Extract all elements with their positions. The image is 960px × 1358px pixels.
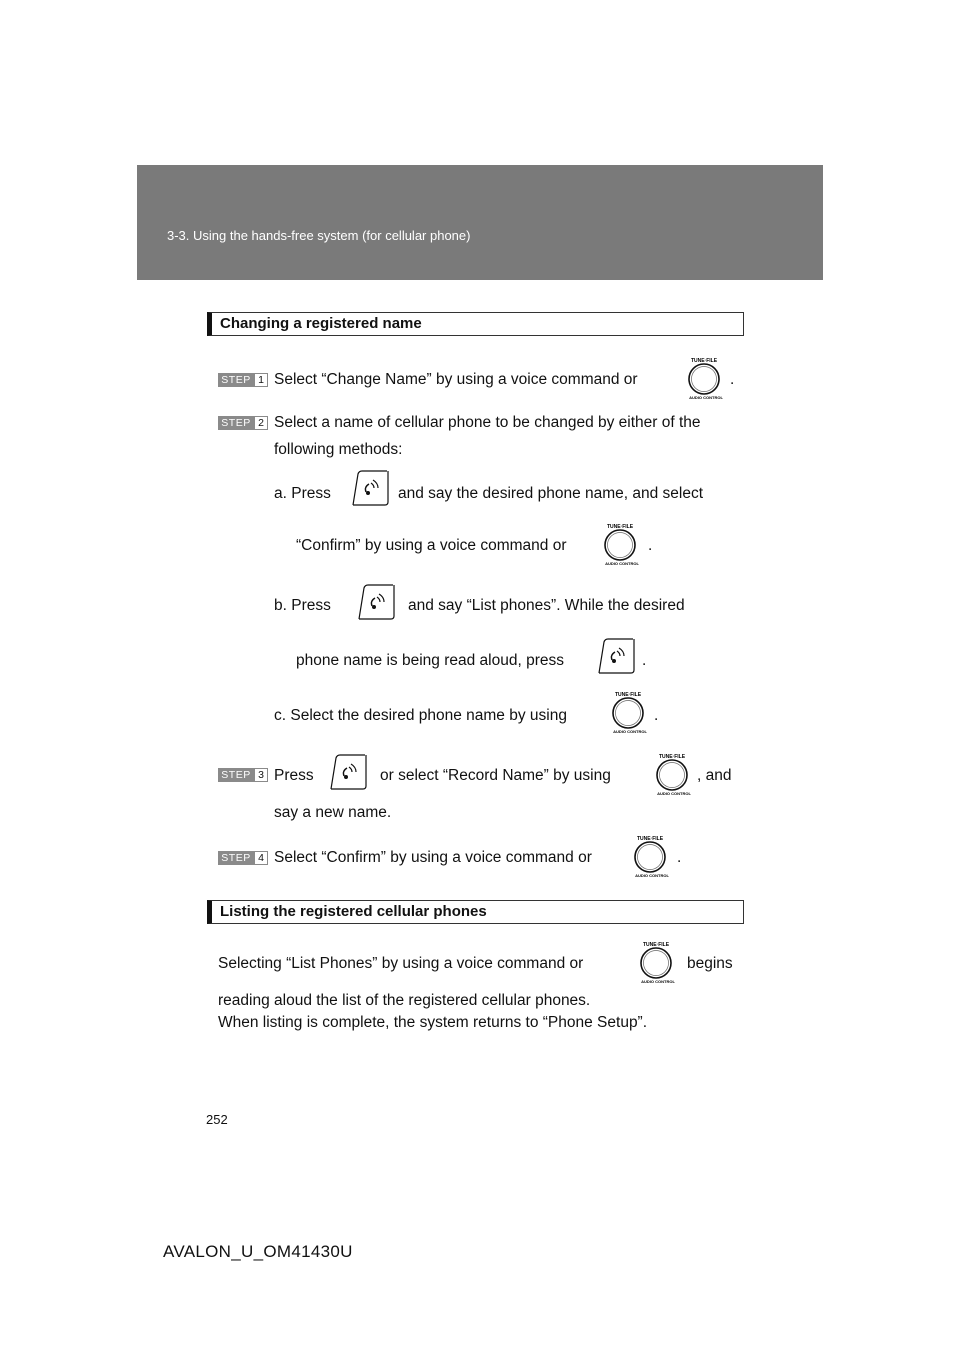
section2-line1-end: begins bbox=[687, 955, 733, 972]
step3-mid: or select “Record Name” by using bbox=[380, 767, 611, 784]
step2-b-line2: phone name is being read aloud, press bbox=[296, 652, 564, 669]
talk-switch-icon bbox=[350, 468, 390, 508]
step2-a-post: and say the desired phone name, and select bbox=[398, 485, 704, 502]
step4-text: Select “Confirm” by using a voice command or bbox=[274, 849, 592, 866]
step1-text: Select “Change Name” by using a voice command or bbox=[274, 371, 638, 388]
svg-text:TUNE·FILE: TUNE·FILE bbox=[614, 692, 642, 698]
section2-line1: Selecting “List Phones” by using a voice command or bbox=[218, 955, 584, 972]
section-title-text: Changing a registered name bbox=[220, 315, 422, 332]
svg-text:TUNE·FILE: TUNE·FILE bbox=[642, 942, 670, 948]
svg-text:AUDIO CONTROL: AUDIO CONTROL bbox=[635, 873, 669, 878]
step-badge-3: STEP 3 bbox=[218, 768, 268, 782]
tune-file-knob-icon bbox=[606, 690, 650, 734]
step2-c-line1: c. Select the desired phone name by using bbox=[274, 707, 567, 724]
talk-switch-icon bbox=[356, 582, 396, 622]
step2-line2: following methods: bbox=[274, 441, 403, 458]
tune-file-knob-icon bbox=[628, 834, 672, 878]
svg-text:AUDIO CONTROL: AUDIO CONTROL bbox=[689, 395, 723, 400]
step-badge-1: STEP 1 bbox=[218, 373, 268, 387]
document-code: AVALON_U_OM41430U bbox=[163, 1242, 353, 1261]
page-number: 252 bbox=[206, 1112, 228, 1127]
step2-b-post: and say “List phones”. While the desired bbox=[408, 597, 685, 614]
svg-text:AUDIO CONTROL: AUDIO CONTROL bbox=[641, 979, 675, 984]
step3-end: , and bbox=[697, 767, 732, 784]
step-badge-2: STEP 2 bbox=[218, 416, 268, 430]
step1-end: . bbox=[730, 371, 735, 388]
svg-text:TUNE·FILE: TUNE·FILE bbox=[658, 754, 686, 760]
step2-b-end: . bbox=[642, 652, 647, 669]
tune-file-knob-icon bbox=[634, 940, 678, 984]
tune-file-knob-icon bbox=[682, 356, 726, 400]
section-title-changing-name bbox=[207, 312, 744, 336]
section-title-text: Listing the registered cellular phones bbox=[220, 903, 487, 920]
svg-text:TUNE·FILE: TUNE·FILE bbox=[690, 358, 718, 364]
header-band bbox=[137, 165, 823, 280]
step-badge-4: STEP 4 bbox=[218, 851, 268, 865]
section-header: 3-3. Using the hands-free system (for cellular phone) bbox=[167, 228, 471, 243]
svg-text:AUDIO CONTROL: AUDIO CONTROL bbox=[657, 791, 691, 796]
step2-line1: Select a name of cellular phone to be changed by either of the bbox=[274, 414, 701, 431]
step3-pre: Press bbox=[274, 767, 314, 784]
svg-text:AUDIO CONTROL: AUDIO CONTROL bbox=[605, 561, 639, 566]
step2-b-pre: b. Press bbox=[274, 597, 331, 614]
step2-c-end: . bbox=[654, 707, 659, 724]
section-title-listing-phones bbox=[207, 900, 744, 924]
svg-text:TUNE·FILE: TUNE·FILE bbox=[606, 524, 634, 530]
tune-file-knob-icon bbox=[598, 522, 642, 566]
step3-line2: say a new name. bbox=[274, 804, 392, 821]
section2-line2: reading aloud the list of the registered cellular phones. bbox=[218, 992, 591, 1009]
svg-text:TUNE·FILE: TUNE·FILE bbox=[636, 836, 664, 842]
talk-switch-icon bbox=[328, 752, 368, 792]
section2-line3: When listing is complete, the system returns to “Phone Setup”. bbox=[218, 1014, 648, 1031]
step4-end: . bbox=[677, 849, 682, 866]
step2-a-line2: “Confirm” by using a voice command or bbox=[296, 537, 567, 554]
talk-switch-icon bbox=[596, 636, 636, 676]
step2-a-pre: a. Press bbox=[274, 485, 331, 502]
svg-text:AUDIO CONTROL: AUDIO CONTROL bbox=[613, 729, 647, 734]
step2-a-end: . bbox=[648, 537, 653, 554]
tune-file-knob-icon bbox=[650, 752, 694, 796]
